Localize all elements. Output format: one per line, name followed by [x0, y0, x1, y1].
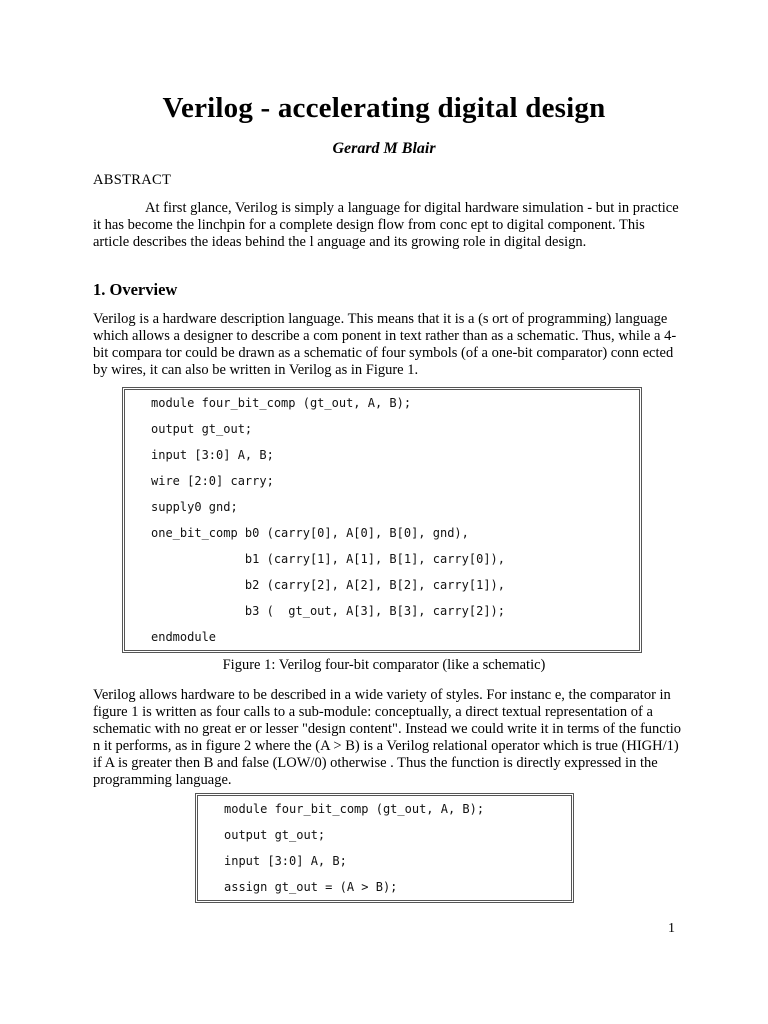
author-name: Gerard M Blair [332, 140, 436, 157]
code-line: assign gt_out = (A > B); [224, 880, 398, 894]
code-line: supply0 gnd; [151, 500, 238, 514]
abstract-heading: ABSTRACT [93, 172, 172, 188]
code-line: endmodule [151, 630, 217, 644]
styles-paragraph: Verilog allows hardware to be described in a wide variety of styles. For instanc e, the comparator in figure 1 is written as four calls to a sub-module: conceptually, a direct textual representation of a schematic with no great er or lesser "design content". Instead we could write it in terms of the functio n it performs, as in figure 2 where the (A > B) is a Verilog relational operator which is true (HIGH/1) if A is greater then B and false (LOW/0) otherwise . Thus the function is directly expressed in the programming language. [93, 687, 682, 788]
code-line: input [3:0] A, B; [224, 854, 347, 868]
code-line: b2 (carry[2], A[2], B[2], carry[1]), [151, 578, 506, 592]
code-line: output gt_out; [224, 828, 326, 842]
figure1-code-box [122, 387, 642, 653]
code-line: one_bit_comp b0 (carry[0], A[0], B[0], gnd), [151, 526, 469, 540]
code-line: module four_bit_comp (gt_out, A, B); [224, 802, 485, 816]
figure2-code-box [195, 793, 574, 903]
figure1-caption: Figure 1: Verilog four-bit comparator (like a schematic) [222, 657, 546, 673]
page-number: 1 [668, 921, 675, 936]
abstract-paragraph: At first glance, Verilog is simply a language for digital hardware simulation - but in practice it has become the linchpin for a complete design flow from conc ept to digital component. This article describes the ideas behind the l anguage and its growing role in digital design. [93, 200, 679, 250]
overview-paragraph: Verilog is a hardware description language. This means that it is a (s ort of programming) language which allows a designer to describe a com ponent in text rather than as a schematic. Thus, while a 4-bit compara tor could be drawn as a schematic of four symbols (of a one-bit comparator) conn ected by wires, it can also be written in Verilog as in Figure 1. [93, 311, 677, 378]
code-line: input [3:0] A, B; [151, 448, 274, 462]
code-line: output gt_out; [151, 422, 253, 436]
code-line: b3 ( gt_out, A[3], B[3], carry[2]); [151, 604, 506, 618]
code-line: b1 (carry[1], A[1], B[1], carry[0]), [151, 552, 506, 566]
code-line: module four_bit_comp (gt_out, A, B); [151, 396, 412, 410]
section-heading-overview: 1. Overview [93, 280, 178, 299]
paper-title: Verilog - accelerating digital design [162, 92, 606, 124]
code-line: wire [2:0] carry; [151, 474, 274, 488]
